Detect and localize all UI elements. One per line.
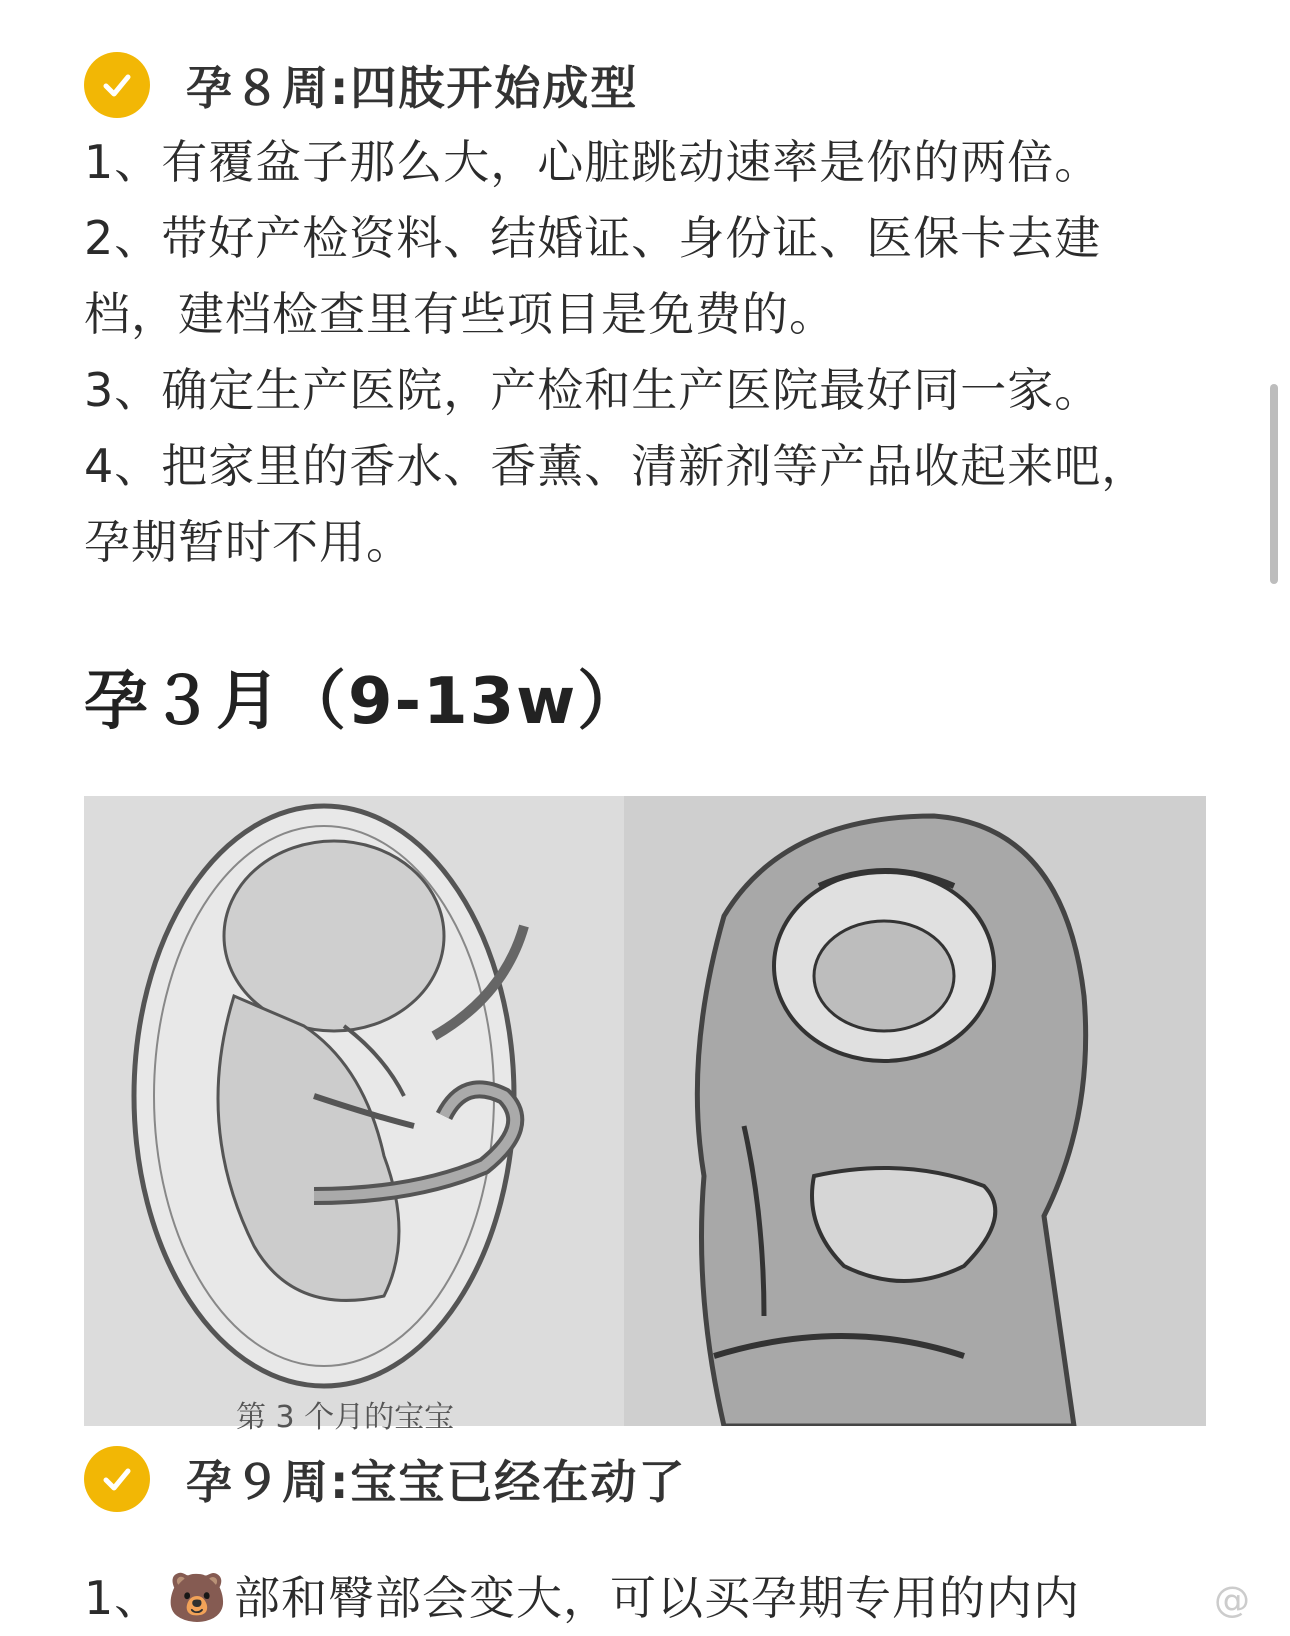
check-circle-icon: [84, 52, 150, 118]
scrollbar[interactable]: [1270, 0, 1278, 1633]
illustration-caption: 第 3 个月的宝宝: [236, 1400, 455, 1435]
list-prefix: 1、: [84, 1571, 162, 1625]
week8-list: [84, 124, 1194, 580]
section-title: 孕９周:宝宝已经在动了: [186, 1455, 687, 1509]
check-circle-icon: [84, 1446, 150, 1512]
section-title: 孕８周:四肢开始成型: [186, 61, 639, 115]
list-item: 2、带好产检资料、结婚证、身份证、医保卡去建档，建档检查里有些项目是免费的。: [84, 211, 1102, 341]
section-header-week9: [84, 1446, 686, 1512]
watermark: @: [1214, 1580, 1250, 1621]
section-header-week8: [84, 52, 638, 118]
page-title: 孕３月（9-13w）: [84, 665, 644, 739]
list-text: 部和臀部会变大，可以买孕期专用的内内: [234, 1571, 1081, 1625]
bear-emoji-icon: 🐻: [167, 1570, 229, 1626]
fetus-uterus-drawing: [84, 796, 1206, 1426]
list-item: 3、确定生产医院，产检和生产医院最好同一家。: [84, 363, 1102, 417]
list-item: [84, 1560, 1080, 1636]
list-item: 1、有覆盆子那么大，心脏跳动速率是你的两倍。: [84, 135, 1102, 189]
list-item: 4、把家里的香水、香薰、清新剂等产品收起来吧，孕期暂时不用。: [84, 439, 1149, 569]
scrollbar-thumb[interactable]: [1270, 384, 1278, 584]
fetus-illustration: [84, 796, 1206, 1426]
